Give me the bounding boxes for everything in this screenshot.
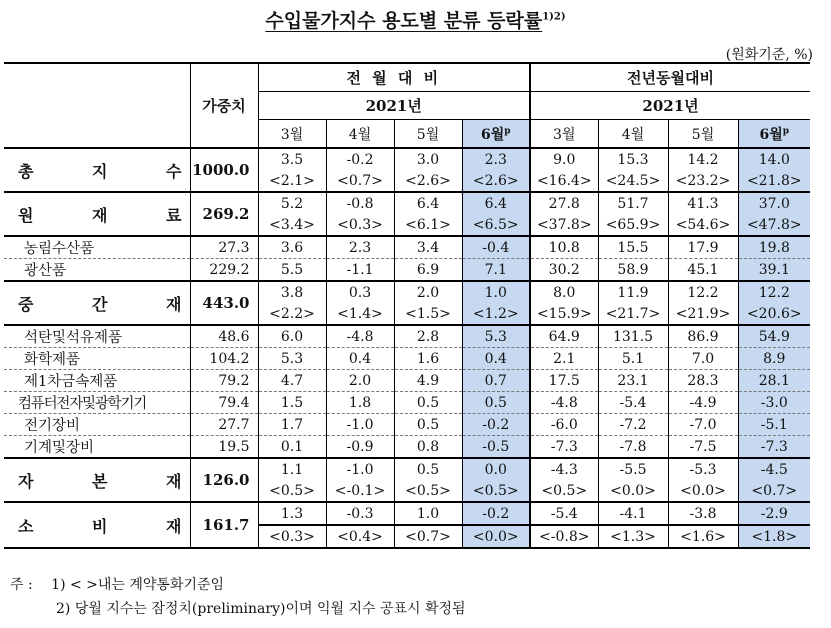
yoy-value-cell: <37.8> xyxy=(530,214,598,236)
mom-value-cell: 5.5 xyxy=(258,259,326,282)
mom-value-cell: 1.3 xyxy=(258,502,326,525)
prelim-mark: p xyxy=(504,125,511,136)
mom-value-cell: <0.3> xyxy=(326,214,394,236)
yoy-value-cell: <54.6> xyxy=(668,214,738,236)
mom-value-cell: 0.1 xyxy=(258,436,326,459)
month-label: 4월 xyxy=(621,126,645,143)
yoy-value-cell: <65.9> xyxy=(598,214,668,236)
mom-value-cell: 3.8 xyxy=(258,281,326,303)
table-row xyxy=(4,236,810,259)
mom-value-cell: <0.7> xyxy=(394,525,462,548)
mom-value-cell: <2.2> xyxy=(258,303,326,325)
mom-value-cell: 1.1 xyxy=(258,458,326,480)
mom-value-cell: <-0.1> xyxy=(326,480,394,502)
mom-value-cell: 6.9 xyxy=(394,259,462,282)
mom-value-cell: 0.5 xyxy=(394,458,462,480)
footnote-1-text: 1) < >내는 계약통화기준임 xyxy=(51,577,225,593)
yoy-value-cell: 30.2 xyxy=(530,259,598,282)
table-row xyxy=(4,392,810,414)
row-label: 농림수산품 xyxy=(4,236,190,259)
table-row xyxy=(4,370,810,392)
yoy-value-cell: 17.9 xyxy=(668,236,738,259)
mom-value-cell: <0.0> xyxy=(462,525,530,548)
row-label: 총 지 수 xyxy=(4,148,190,192)
table-row xyxy=(4,192,810,214)
yoy-value-cell: <21.9> xyxy=(668,303,738,325)
table-title xyxy=(0,6,831,33)
mom-value-cell: 2.0 xyxy=(326,370,394,392)
mom-value-cell: <0.4> xyxy=(326,525,394,548)
row-label: 광산품 xyxy=(4,259,190,282)
yoy-value-cell: -7.5 xyxy=(668,436,738,459)
row-label: 석탄및석유제품 xyxy=(4,325,190,348)
yoy-month-header xyxy=(738,120,810,149)
yoy-value-cell: 41.3 xyxy=(668,192,738,214)
yoy-month-header xyxy=(530,120,598,149)
mom-value-cell: 0.8 xyxy=(394,436,462,459)
mom-value-cell: 2.0 xyxy=(394,281,462,303)
yoy-value-cell: 19.8 xyxy=(738,236,810,259)
mom-value-cell: <0.5> xyxy=(258,480,326,502)
mom-value-cell: 1.0 xyxy=(394,502,462,525)
yoy-value-cell: <1.6> xyxy=(668,525,738,548)
row-label: 컴퓨터전자및광학기기 xyxy=(4,392,190,414)
yoy-value-cell: 51.7 xyxy=(598,192,668,214)
mom-value-cell: -0.5 xyxy=(462,436,530,459)
row-label: 화학제품 xyxy=(4,348,190,370)
yoy-value-cell: <21.7> xyxy=(598,303,668,325)
mom-value-cell: -0.8 xyxy=(326,192,394,214)
yoy-value-cell: 23.1 xyxy=(598,370,668,392)
mom-value-cell: <1.2> xyxy=(462,303,530,325)
yoy-value-cell: 45.1 xyxy=(668,259,738,282)
row-label: 제1차금속제품 xyxy=(4,370,190,392)
yoy-value-cell: <0.0> xyxy=(668,480,738,502)
yoy-value-cell: 10.8 xyxy=(530,236,598,259)
mom-value-cell: 1.8 xyxy=(326,392,394,414)
row-weight: 269.2 xyxy=(190,192,258,236)
month-label: 6월 xyxy=(759,126,783,143)
yoy-value-cell: <0.0> xyxy=(598,480,668,502)
mom-value-cell: <0.3> xyxy=(258,525,326,548)
mom-value-cell: 0.4 xyxy=(462,348,530,370)
yoy-value-cell: <0.7> xyxy=(738,480,810,502)
yoy-value-cell: 64.9 xyxy=(530,325,598,348)
mom-value-cell: -0.4 xyxy=(462,236,530,259)
yoy-value-cell: <0.5> xyxy=(530,480,598,502)
mom-value-cell: 3.5 xyxy=(258,148,326,170)
yoy-value-cell: 58.9 xyxy=(598,259,668,282)
yoy-value-cell: 14.0 xyxy=(738,148,810,170)
header-weight: 가중치 xyxy=(190,63,258,148)
mom-value-cell: 6.0 xyxy=(258,325,326,348)
mom-value-cell: -1.0 xyxy=(326,414,394,436)
yoy-value-cell: -5.4 xyxy=(530,502,598,525)
prelim-mark: p xyxy=(782,125,790,136)
row-weight: 79.2 xyxy=(190,370,258,392)
header-mom-year: 2021년 xyxy=(258,92,530,120)
yoy-value-cell: -4.1 xyxy=(598,502,668,525)
yoy-value-cell: 14.2 xyxy=(668,148,738,170)
mom-month-header xyxy=(326,120,394,149)
mom-value-cell: 2.3 xyxy=(326,236,394,259)
mom-value-cell: -4.8 xyxy=(326,325,394,348)
table-row xyxy=(4,259,810,282)
mom-value-cell: -0.9 xyxy=(326,436,394,459)
mom-value-cell: <0.5> xyxy=(394,480,462,502)
yoy-value-cell: <47.8> xyxy=(738,214,810,236)
yoy-value-cell: -3.8 xyxy=(668,502,738,525)
yoy-value-cell: 28.3 xyxy=(668,370,738,392)
yoy-month-header xyxy=(668,120,738,149)
mom-month-header xyxy=(394,120,462,149)
yoy-value-cell: -4.5 xyxy=(738,458,810,480)
mom-value-cell: 0.5 xyxy=(394,414,462,436)
yoy-value-cell: <-0.8> xyxy=(530,525,598,548)
yoy-value-cell: 5.1 xyxy=(598,348,668,370)
yoy-value-cell: <1.8> xyxy=(738,525,810,548)
month-label: 4월 xyxy=(348,126,372,143)
yoy-value-cell: -7.3 xyxy=(530,436,598,459)
footnote-prefix: 주 : xyxy=(10,577,33,593)
mom-value-cell: <2.1> xyxy=(258,170,326,192)
yoy-value-cell: 39.1 xyxy=(738,259,810,282)
yoy-value-cell: -4.9 xyxy=(668,392,738,414)
yoy-value-cell: <24.5> xyxy=(598,170,668,192)
footnote-1 xyxy=(10,574,224,594)
mom-value-cell: 0.0 xyxy=(462,458,530,480)
mom-value-cell: <6.5> xyxy=(462,214,530,236)
mom-value-cell: 1.7 xyxy=(258,414,326,436)
row-weight: 126.0 xyxy=(190,458,258,502)
row-weight: 161.7 xyxy=(190,502,258,548)
mom-value-cell: 1.0 xyxy=(462,281,530,303)
yoy-value-cell: <21.8> xyxy=(738,170,810,192)
mom-value-cell: -0.2 xyxy=(462,414,530,436)
table-row xyxy=(4,436,810,459)
yoy-month-header xyxy=(598,120,668,149)
yoy-value-cell: 15.3 xyxy=(598,148,668,170)
mom-value-cell: 3.6 xyxy=(258,236,326,259)
mom-value-cell: -1.1 xyxy=(326,259,394,282)
mom-value-cell: <1.5> xyxy=(394,303,462,325)
header-yoy-group: 전년동월대비 xyxy=(530,63,810,92)
yoy-value-cell: 28.1 xyxy=(738,370,810,392)
table-row xyxy=(4,502,810,525)
mom-value-cell: 6.4 xyxy=(394,192,462,214)
row-weight: 229.2 xyxy=(190,259,258,282)
mom-value-cell: 0.5 xyxy=(394,392,462,414)
mom-value-cell: 1.5 xyxy=(258,392,326,414)
table-row xyxy=(4,348,810,370)
yoy-value-cell: -5.4 xyxy=(598,392,668,414)
unit-label: (원화기준, %) xyxy=(725,47,813,63)
row-weight: 79.4 xyxy=(190,392,258,414)
mom-value-cell: <0.5> xyxy=(462,480,530,502)
yoy-value-cell: -7.2 xyxy=(598,414,668,436)
mom-month-header xyxy=(462,120,530,149)
yoy-value-cell: 8.0 xyxy=(530,281,598,303)
header-mom-group: 전 월 대 비 xyxy=(258,63,530,92)
mom-value-cell: 4.7 xyxy=(258,370,326,392)
table-row xyxy=(4,325,810,348)
table-row xyxy=(4,414,810,436)
mom-value-cell: 0.5 xyxy=(462,392,530,414)
yoy-value-cell: 8.9 xyxy=(738,348,810,370)
yoy-value-cell: 17.5 xyxy=(530,370,598,392)
mom-value-cell: 0.4 xyxy=(326,348,394,370)
month-label: 3월 xyxy=(553,126,576,143)
month-label: 3월 xyxy=(280,126,304,143)
mom-value-cell: 5.3 xyxy=(462,325,530,348)
mom-value-cell: 0.7 xyxy=(462,370,530,392)
mom-month-header xyxy=(258,120,326,149)
table-row xyxy=(4,458,810,480)
mom-value-cell: <3.4> xyxy=(258,214,326,236)
yoy-value-cell: -7.0 xyxy=(668,414,738,436)
yoy-value-cell: -2.9 xyxy=(738,502,810,525)
header-blank xyxy=(4,63,190,148)
yoy-value-cell: 9.0 xyxy=(530,148,598,170)
mom-value-cell: <1.4> xyxy=(326,303,394,325)
row-weight: 48.6 xyxy=(190,325,258,348)
mom-value-cell: <2.6> xyxy=(394,170,462,192)
yoy-value-cell: -5.5 xyxy=(598,458,668,480)
title-text: 수입물가지수 용도별 분류 등락률 xyxy=(265,10,543,32)
row-weight: 443.0 xyxy=(190,281,258,325)
mom-value-cell: -0.2 xyxy=(326,148,394,170)
yoy-value-cell: -5.3 xyxy=(668,458,738,480)
yoy-value-cell: 11.9 xyxy=(598,281,668,303)
yoy-value-cell: <16.4> xyxy=(530,170,598,192)
row-weight: 1000.0 xyxy=(190,148,258,192)
yoy-value-cell: 27.8 xyxy=(530,192,598,214)
table-row xyxy=(4,281,810,303)
mom-value-cell: 1.6 xyxy=(394,348,462,370)
yoy-value-cell: -4.8 xyxy=(530,392,598,414)
row-label: 중 간 재 xyxy=(4,281,190,325)
title-footnote-marks: 1)2) xyxy=(542,11,566,23)
mom-value-cell: 5.3 xyxy=(258,348,326,370)
row-label: 소 비 재 xyxy=(4,502,190,548)
mom-value-cell: -0.2 xyxy=(462,502,530,525)
mom-value-cell: 6.4 xyxy=(462,192,530,214)
month-label: 5월 xyxy=(416,126,440,143)
month-label: 6월 xyxy=(480,126,505,143)
yoy-value-cell: -4.3 xyxy=(530,458,598,480)
yoy-value-cell: 37.0 xyxy=(738,192,810,214)
yoy-value-cell: 131.5 xyxy=(598,325,668,348)
mom-value-cell: 3.4 xyxy=(394,236,462,259)
table-row xyxy=(4,148,810,170)
mom-value-cell: 4.9 xyxy=(394,370,462,392)
row-label: 자 본 재 xyxy=(4,458,190,502)
yoy-value-cell: 12.2 xyxy=(738,281,810,303)
row-label: 전기장비 xyxy=(4,414,190,436)
mom-value-cell: 7.1 xyxy=(462,259,530,282)
yoy-value-cell: 7.0 xyxy=(668,348,738,370)
yoy-value-cell: -6.0 xyxy=(530,414,598,436)
row-weight: 27.3 xyxy=(190,236,258,259)
yoy-value-cell: -7.3 xyxy=(738,436,810,459)
yoy-value-cell: <1.3> xyxy=(598,525,668,548)
yoy-value-cell: <20.6> xyxy=(738,303,810,325)
mom-value-cell: -0.3 xyxy=(326,502,394,525)
month-label: 5월 xyxy=(691,126,715,143)
mom-value-cell: <2.6> xyxy=(462,170,530,192)
mom-value-cell: 2.3 xyxy=(462,148,530,170)
mom-value-cell: 3.0 xyxy=(394,148,462,170)
yoy-value-cell: 86.9 xyxy=(668,325,738,348)
yoy-value-cell: 12.2 xyxy=(668,281,738,303)
yoy-value-cell: -5.1 xyxy=(738,414,810,436)
mom-value-cell: <6.1> xyxy=(394,214,462,236)
mom-value-cell: 2.8 xyxy=(394,325,462,348)
yoy-value-cell: <15.9> xyxy=(530,303,598,325)
yoy-value-cell: 2.1 xyxy=(530,348,598,370)
import-price-table xyxy=(4,62,810,549)
mom-value-cell: -1.0 xyxy=(326,458,394,480)
header-yoy-year: 2021년 xyxy=(530,92,810,120)
row-weight: 104.2 xyxy=(190,348,258,370)
mom-value-cell: 5.2 xyxy=(258,192,326,214)
row-weight: 19.5 xyxy=(190,436,258,459)
yoy-value-cell: 15.5 xyxy=(598,236,668,259)
row-label: 원 재 료 xyxy=(4,192,190,236)
footnote-2: 2) 당월 지수는 잠정치(preliminary)이며 익월 지수 공표시 확정됨 xyxy=(56,601,466,617)
yoy-value-cell: -7.8 xyxy=(598,436,668,459)
yoy-value-cell: <23.2> xyxy=(668,170,738,192)
yoy-value-cell: 54.9 xyxy=(738,325,810,348)
mom-value-cell: 0.3 xyxy=(326,281,394,303)
row-weight: 27.7 xyxy=(190,414,258,436)
mom-value-cell: <0.7> xyxy=(326,170,394,192)
yoy-value-cell: -3.0 xyxy=(738,392,810,414)
row-label: 기계및장비 xyxy=(4,436,190,459)
